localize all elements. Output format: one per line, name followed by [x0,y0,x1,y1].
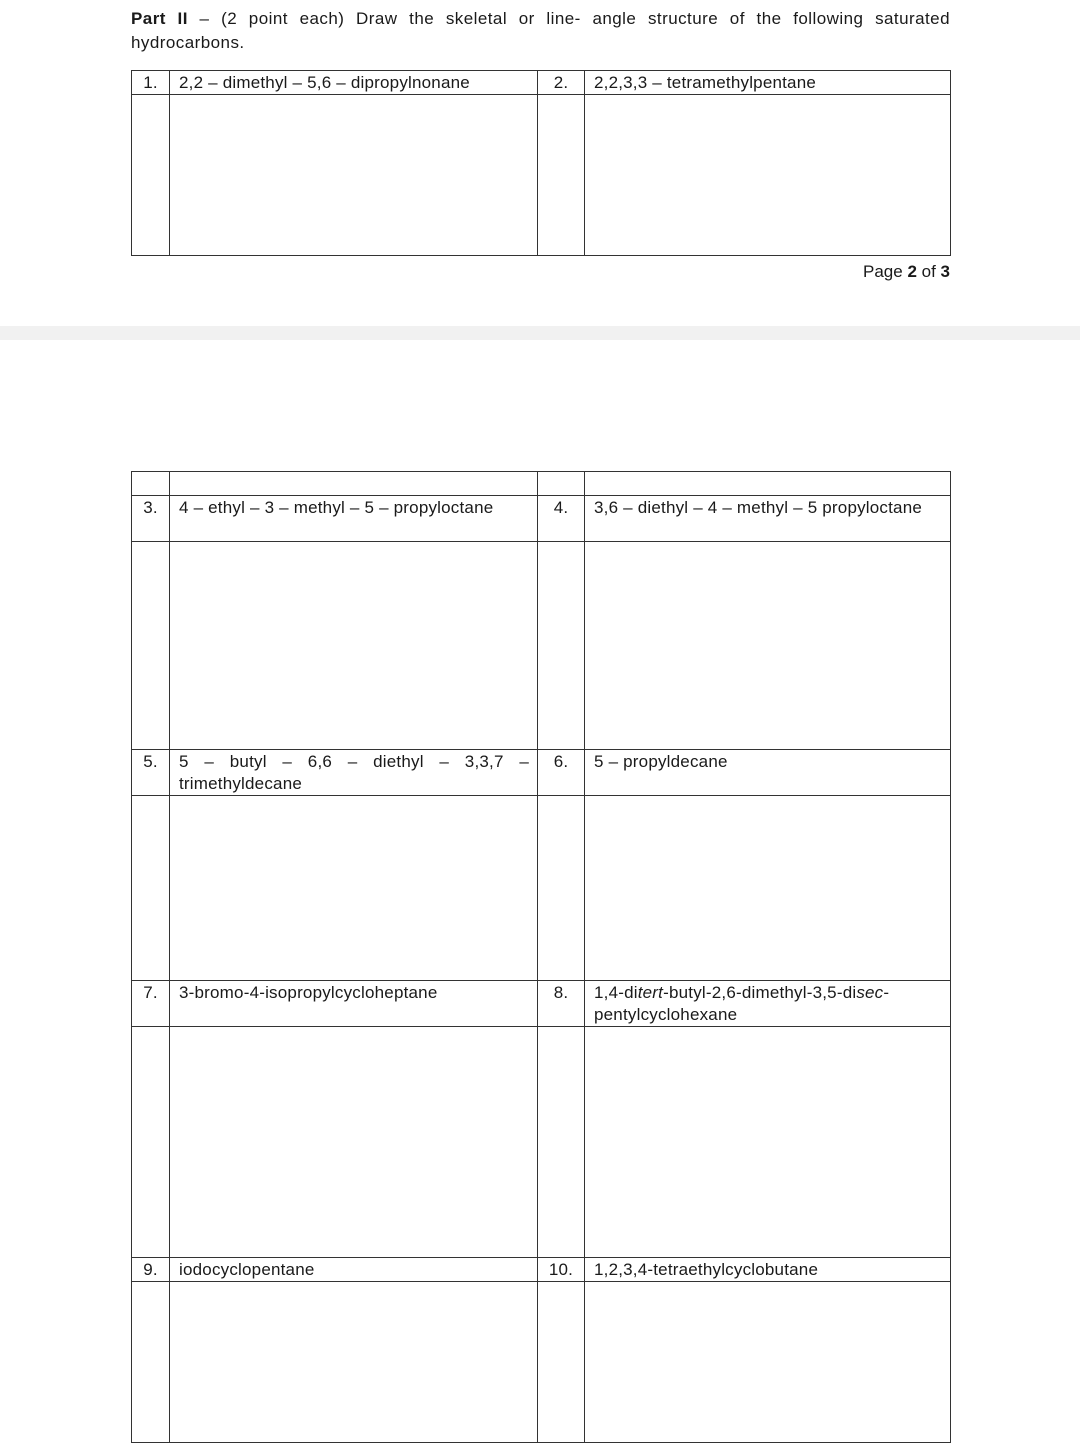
answer-box[interactable] [170,1282,538,1443]
empty-cell [538,472,585,496]
question-name: 1,2,3,4-tetraethylcyclobutane [585,1258,951,1282]
answer-box[interactable] [585,95,951,256]
question-row [132,1258,951,1282]
instruction-text: – (2 point each) Draw the skeletal or line- angle structure of the following saturated hydrocarbons. [131,9,950,52]
question-number: 1. [132,71,170,95]
question-name: 5 – butyl – 6,6 – diethyl – 3,3,7 – trimethyldecane [170,750,538,796]
answer-cell-blank [132,796,170,981]
question-number: 10. [538,1258,585,1282]
question-name: iodocyclopentane [170,1258,538,1282]
question-number: 5. [132,750,170,796]
question-name: 4 – ethyl – 3 – methyl – 5 – propyloctane [170,496,538,542]
answer-row [132,95,951,256]
question-number: 8. [538,981,585,1027]
answer-row [132,1282,951,1443]
answer-cell-blank [538,1282,585,1443]
answer-box[interactable] [585,1027,951,1258]
question-number: 3. [132,496,170,542]
empty-header-row [132,472,951,496]
instructions-paragraph [131,7,950,55]
question-number: 4. [538,496,585,542]
answer-row [132,1027,951,1258]
page-prefix: Page [863,262,908,281]
answer-cell-blank [538,542,585,750]
questions-table-page-3 [131,471,951,1443]
question-row [132,981,951,1027]
name-part-italic: sec [856,983,884,1002]
question-name: 3,6 – diethyl – 4 – methyl – 5 propyloctane [585,496,951,542]
answer-cell-blank [132,542,170,750]
name-part: -butyl-2,6-dimethyl-3,5-di [663,983,857,1002]
answer-row [132,796,951,981]
answer-box[interactable] [585,1282,951,1443]
answer-row [132,542,951,750]
part-label: Part II [131,9,188,28]
question-name: 2,2 – dimethyl – 5,6 – dipropylnonane [170,71,538,95]
answer-box[interactable] [170,542,538,750]
page-of: of [916,262,941,281]
question-number: 2. [538,71,585,95]
page-separator [0,326,1080,340]
page-number [863,262,950,282]
answer-cell-blank [538,95,585,256]
question-name: 5 – propyldecane [585,750,951,796]
answer-box[interactable] [170,1027,538,1258]
question-number: 7. [132,981,170,1027]
name-part: -pentylcyclohexane [594,983,890,1024]
question-row [132,496,951,542]
empty-cell [132,472,170,496]
question-number: 9. [132,1258,170,1282]
answer-box[interactable] [585,796,951,981]
answer-box[interactable] [170,95,538,256]
question-number: 6. [538,750,585,796]
answer-cell-blank [132,1027,170,1258]
answer-cell-blank [538,796,585,981]
page-current: 2 [907,262,917,281]
empty-cell [170,472,538,496]
question-row [132,750,951,796]
questions-table-page-2 [131,70,951,256]
name-part-italic: tert [637,983,664,1002]
question-name: 2,2,3,3 – tetramethylpentane [585,71,951,95]
answer-cell-blank [538,1027,585,1258]
answer-cell-blank [132,1282,170,1443]
empty-cell [585,472,951,496]
question-row [132,71,951,95]
name-part: 1,4-di [594,983,638,1002]
answer-box[interactable] [585,542,951,750]
question-name: 3-bromo-4-isopropylcycloheptane [170,981,538,1027]
answer-box[interactable] [170,796,538,981]
question-name [585,981,951,1027]
page-total: 3 [940,262,950,281]
answer-cell-blank [132,95,170,256]
